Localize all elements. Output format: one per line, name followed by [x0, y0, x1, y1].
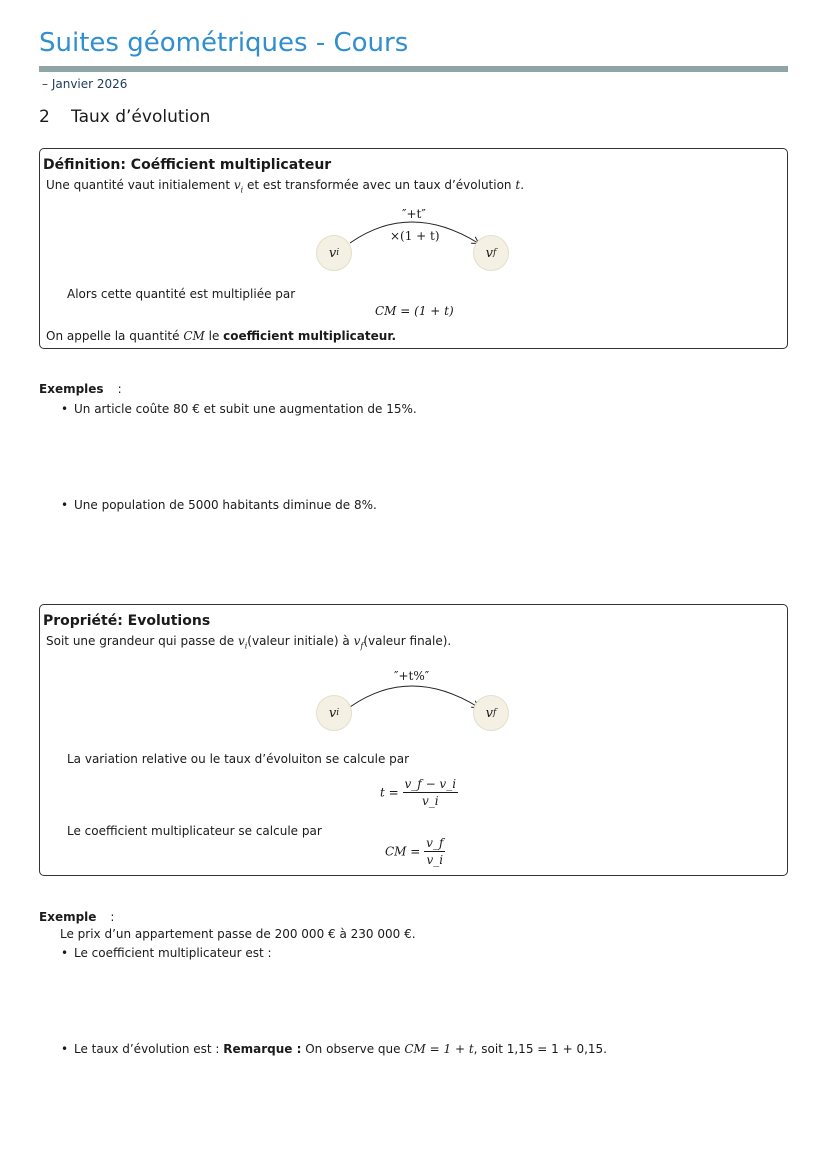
prop-var-vi-sub: i	[244, 641, 248, 651]
var-vi-sub: i	[240, 185, 244, 195]
arrow-sublabel: ×(1 + t)	[390, 229, 440, 243]
definition-title: Définition: Coéfficient multiplicateur	[43, 157, 332, 173]
examples-heading-text: Exemples	[39, 382, 104, 396]
cm-formula-numerator: v_f	[426, 836, 444, 850]
property-node-final-base: v	[485, 705, 493, 721]
prop-var-vf-base: v	[353, 634, 361, 648]
property-node-initial	[316, 695, 352, 731]
property-intro-b: (valeur initiale) à	[247, 634, 354, 648]
property-arrow-label: ″+t%″	[394, 669, 430, 683]
node-final-sub: f	[493, 248, 497, 258]
definition-intro-a: Une quantité vaut initialement	[46, 178, 234, 192]
property-arrow	[350, 686, 478, 707]
example2-item2-c: , soit 1,15 = 1 + 0,15.	[473, 1042, 607, 1056]
prop-var-vi	[237, 634, 248, 651]
property-node-initial-base: v	[328, 705, 337, 721]
prop-var-vf-sub: f	[360, 641, 364, 651]
node-final-value	[473, 235, 509, 271]
node-initial-sub: i	[336, 248, 340, 258]
example2-intro: Le prix d’un appartement passe de 200 000 € à 230 000 €.	[60, 927, 416, 941]
property-title: Propriété: Evolutions	[43, 613, 211, 629]
property-node-initial-sub: i	[336, 708, 340, 718]
document-title: Suites géométriques - Cours	[39, 28, 409, 58]
definition-intro-b: et est transformée avec un taux d’évolution	[243, 178, 516, 192]
example2-item2-math: CM = 1 + t	[404, 1042, 474, 1056]
document-date: – Janvier 2026	[42, 77, 128, 91]
conclusion-b: le	[204, 329, 224, 343]
example2-item2-b: On observe que	[301, 1042, 405, 1056]
property-intro	[46, 634, 451, 650]
section-number: 2	[39, 107, 50, 127]
cm-formula-fraction	[424, 836, 445, 867]
conclusion-bold: coefficient multiplicateur.	[223, 329, 397, 343]
property-intro-c: (valeur finale).	[363, 634, 452, 648]
conclusion-a: On appelle la quantité	[46, 329, 184, 343]
conclusion-var: CM	[183, 329, 205, 343]
t-formula	[380, 777, 458, 808]
then-text: Alors cette quantité est multipliée par	[67, 287, 296, 301]
property-box	[39, 604, 788, 876]
examples-heading-colon: :	[117, 382, 122, 396]
property-node-final-sub: f	[493, 708, 497, 718]
remark-label: Remarque :	[223, 1042, 302, 1056]
t-formula-numerator: v_f − v_i	[404, 777, 457, 791]
cm-formula: CM = (1 + t)	[375, 304, 454, 318]
definition-intro-end: .	[520, 178, 525, 192]
examples-heading	[39, 382, 122, 396]
cm-formula-lhs: CM =	[385, 844, 421, 859]
arrow-label: ″+t″	[402, 207, 426, 221]
t-formula-fraction	[403, 777, 459, 808]
cm-text: Le coefficient multiplicateur se calcule par	[67, 824, 322, 838]
example2-item-1: • Le coefficient multiplicateur est :	[74, 946, 272, 960]
definition-box	[39, 148, 788, 349]
example2-heading-colon: :	[110, 910, 115, 924]
property-node-final	[473, 695, 509, 731]
title-rule	[39, 66, 788, 72]
section-title: Taux d’évolution	[71, 107, 211, 127]
cm-formula-denominator: v_i	[426, 853, 444, 867]
node-initial-base: v	[328, 245, 337, 261]
definition-intro	[46, 178, 524, 194]
property-intro-a: Soit une grandeur qui passe de	[46, 634, 238, 648]
example2-heading-text: Exemple	[39, 910, 97, 924]
example2-item-2	[74, 1042, 607, 1056]
definition-conclusion	[46, 329, 396, 343]
node-final-base: v	[485, 245, 493, 261]
example-item-1: • Un article coûte 80 € et subit une augmentation de 15%.	[74, 402, 417, 416]
cm-fraction-formula	[385, 836, 445, 867]
example2-item2-a: Le taux d’évolution est :	[74, 1042, 224, 1056]
t-formula-lhs: t =	[380, 785, 399, 800]
node-initial-value	[316, 235, 352, 271]
section-heading	[39, 107, 210, 127]
var-vi	[233, 178, 244, 195]
prop-var-vf	[353, 634, 364, 651]
example-item-2: • Une population de 5000 habitants diminue de 8%.	[74, 498, 377, 512]
prop-var-vi-base: v	[237, 634, 245, 648]
var-vi-base: v	[233, 178, 241, 192]
example2-heading	[39, 910, 114, 924]
var-t: t	[515, 178, 521, 192]
t-formula-denominator: v_i	[421, 794, 439, 808]
variation-text: La variation relative ou le taux d’évoluiton se calcule par	[67, 752, 410, 766]
